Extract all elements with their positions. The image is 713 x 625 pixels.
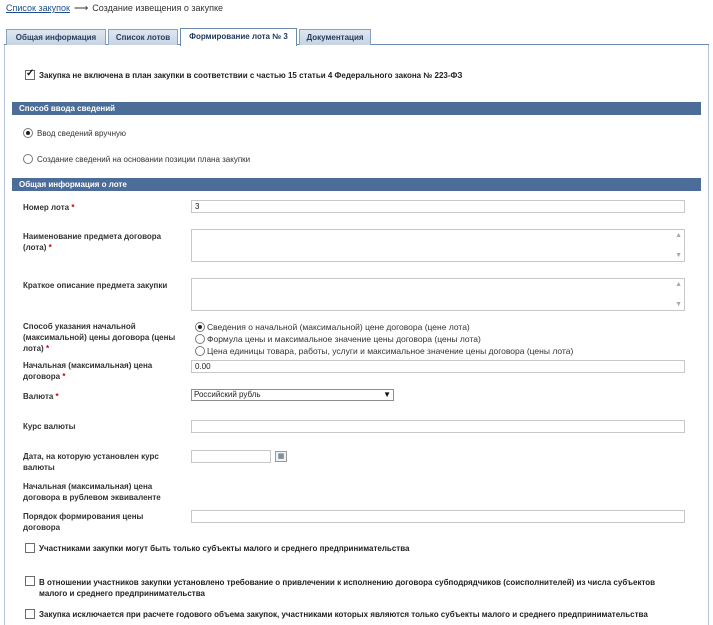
radio-plan-position[interactable] (23, 154, 33, 164)
initial-price-input[interactable]: 0.00 (191, 360, 685, 373)
scroll-up-icon[interactable]: ▲ (675, 232, 682, 239)
lot-number-input[interactable]: 3 (191, 200, 685, 213)
annual-volume-exclusion-label: Закупка исключается при расчете годового объема закупок, участниками которых являются только субъекты малого и среднего предпринимательства (39, 610, 648, 619)
tab-lot-list[interactable]: Список лотов (108, 29, 178, 45)
contract-subject-textarea[interactable] (191, 229, 685, 262)
sme-subcontractor-label: В отношении участников закупки установлено требование о привлечении к исполнению договора субподрядчиков (соисполнителей) из числа субъектов малого и среднего предпринимательства (39, 578, 656, 598)
sme-subcontractor-checkbox[interactable] (25, 576, 35, 586)
calendar-icon[interactable]: ▦ (275, 451, 287, 462)
scroll-down-icon[interactable]: ▼ (675, 301, 682, 308)
rate-date-input[interactable] (191, 450, 271, 463)
rub-equivalent-label: Начальная (максимальная) цена договора в рублевом эквиваленте (23, 482, 161, 502)
radio-price-initial[interactable] (195, 322, 205, 332)
radio-price-unit-label: Цена единицы товара, работы, услуги и максимальное значение цены договора (цены лота) (207, 346, 574, 356)
currency-select-value: Российский рубль (194, 390, 261, 399)
plan-excluded-label: Закупка не включена в план закупки в соответствии с частью 15 статьи 4 Федерального закона № 223-ФЗ (39, 71, 463, 80)
plan-excluded-checkbox[interactable] (25, 70, 35, 80)
short-description-label: Краткое описание предмета закупки (23, 281, 168, 290)
rate-date-label: Дата, на которую установлен курс валюты (23, 452, 159, 472)
breadcrumb-arrow-icon: ⟶ (73, 3, 89, 14)
short-description-textarea[interactable] (191, 278, 685, 311)
radio-price-initial-label: Сведения о начальной (максимальной) цене договора (цене лота) (207, 322, 470, 332)
tab-documentation[interactable]: Документация (299, 29, 371, 45)
currency-select[interactable] (191, 389, 394, 401)
scroll-down-icon[interactable]: ▼ (675, 252, 682, 259)
tab-lot-formation[interactable]: Формирование лота № 3 (180, 28, 297, 46)
price-formation-label: Порядок формирования цены договора (23, 512, 144, 532)
breadcrumb-current: Создание извещения о закупке (92, 3, 223, 13)
annual-volume-exclusion-checkbox[interactable] (25, 609, 35, 619)
sme-only-checkbox[interactable] (25, 543, 35, 553)
price-formation-input[interactable] (191, 510, 685, 523)
lot-number-label: Номер лота * (23, 203, 75, 212)
radio-manual-input-label: Ввод сведений вручную (37, 129, 126, 138)
tab-bar (4, 29, 709, 45)
exchange-rate-input[interactable] (191, 420, 685, 433)
sme-only-label: Участниками закупки могут быть только субъекты малого и среднего предпринимательства (39, 544, 410, 553)
chevron-down-icon[interactable]: ▼ (383, 390, 391, 399)
breadcrumb (6, 3, 223, 14)
radio-price-unit[interactable] (195, 346, 205, 356)
contract-subject-label: Наименование предмета договора (лота) * (23, 232, 162, 252)
section-lot-info: Общая информация о лоте (12, 178, 701, 191)
section-input-method: Способ ввода сведений (12, 102, 701, 115)
radio-manual-input[interactable] (23, 128, 33, 138)
exchange-rate-label: Курс валюты (23, 422, 76, 431)
radio-plan-position-label: Создание сведений на основании позиции плана закупки (37, 155, 251, 164)
initial-price-label: Начальная (максимальная) цена договора * (23, 361, 153, 381)
tab-general-info[interactable]: Общая информация (6, 29, 106, 45)
currency-label: Валюта * (23, 392, 59, 401)
breadcrumb-link-purchases[interactable]: Список закупок (6, 3, 70, 13)
price-method-label: Способ указания начальной (максимальной) цены договора (цены лота) * (23, 322, 176, 353)
scroll-up-icon[interactable]: ▲ (675, 281, 682, 288)
radio-price-formula[interactable] (195, 334, 205, 344)
radio-price-formula-label: Формула цены и максимальное значение цены договора (цены лота) (207, 334, 481, 344)
